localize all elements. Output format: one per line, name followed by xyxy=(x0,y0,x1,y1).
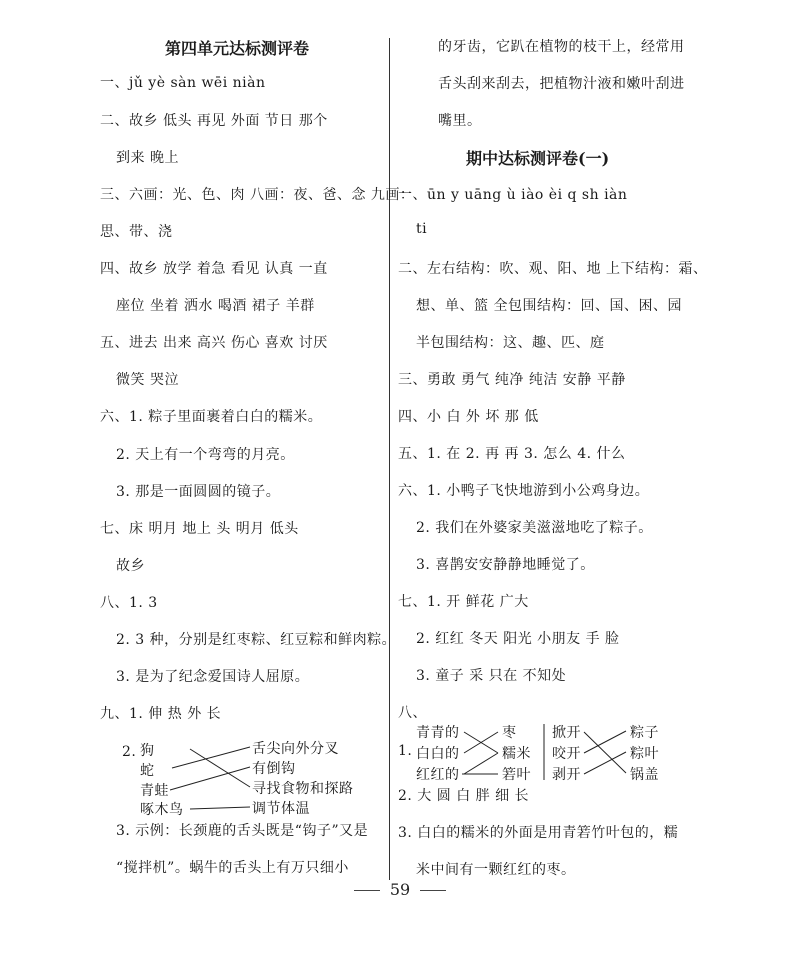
match-adjective: 红红的 xyxy=(416,767,460,783)
page-number-footer xyxy=(0,880,800,899)
left-section-title: 第四单元达标测评卷 xyxy=(165,39,310,58)
answer-line: 五、1. 在 2. 再 再 3. 怎么 4. 什么 xyxy=(398,446,626,462)
answer-line: 舌头刮来刮去，把植物汁液和嫩叶刮进 xyxy=(438,76,685,92)
match-number: 2. xyxy=(122,744,137,760)
answer-line: 一、ūn y uāng ù iào èi q sh iàn xyxy=(398,187,628,203)
match-number: 1. xyxy=(398,743,413,759)
answer-line: 七、床 明月 地上 头 明月 低头 xyxy=(100,521,299,537)
answer-line: 3. 那是一面圆圆的镜子。 xyxy=(116,484,281,500)
match-object: 粽叶 xyxy=(630,746,659,762)
answer-line: 五、进去 出来 高兴 伤心 喜欢 讨厌 xyxy=(100,335,328,351)
footer-dash-right xyxy=(420,890,446,891)
match-function: 寻找食物和探路 xyxy=(252,781,354,797)
answer-line: ti xyxy=(416,221,428,237)
answer-line: 2. 我们在外婆家美滋滋地吃了粽子。 xyxy=(416,520,653,536)
answer-line: 2. 3 种，分别是红枣粽、红豆粽和鲜肉粽。 xyxy=(116,632,397,648)
answer-line: 九、1. 伸 热 外 长 xyxy=(100,706,222,722)
answer-line: 故乡 xyxy=(116,558,145,574)
answer-line: 四、小 白 外 坏 那 低 xyxy=(398,409,539,425)
match-animal: 蛇 xyxy=(140,763,155,779)
footer-dash-left xyxy=(354,890,380,891)
answer-line: 想、单、篮 全包围结构：回、国、困、园 xyxy=(416,298,682,314)
match-function: 舌尖向外分叉 xyxy=(252,741,339,757)
match-function: 有倒钩 xyxy=(252,761,296,777)
answer-line: 三、勇敢 勇气 纯净 纯洁 安静 平静 xyxy=(398,372,626,388)
answer-line: 3. 童子 采 只在 不知处 xyxy=(416,668,567,684)
match-verb: 剥开 xyxy=(552,767,581,783)
column-divider xyxy=(389,38,390,880)
answer-line: 3. 喜鹊安安静静地睡觉了。 xyxy=(416,557,595,573)
answer-line: 2. 天上有一个弯弯的月亮。 xyxy=(116,447,295,463)
match-connector-lines xyxy=(398,0,698,900)
match-animal: 狗 xyxy=(140,743,155,759)
match-animal: 青蛙 xyxy=(140,783,169,799)
match-adjective: 白白的 xyxy=(416,746,460,762)
match-object: 粽子 xyxy=(630,725,659,741)
answer-line: 2. 红红 冬天 阳光 小朋友 手 脸 xyxy=(416,631,620,647)
answer-line: 2. 大 圆 白 胖 细 长 xyxy=(398,788,530,804)
answer-line: 二、故乡 低头 再见 外面 节日 那个 xyxy=(100,113,328,129)
answer-line: 3. 白白的糯米的外面是用青箬竹叶包的，糯 xyxy=(398,825,679,841)
answer-line: 微笑 哭泣 xyxy=(116,372,179,388)
match-function: 调节体温 xyxy=(252,801,310,817)
answer-line: 思、带、浇 xyxy=(100,224,173,240)
answer-line: 半包围结构：这、趣、匹、庭 xyxy=(416,335,605,351)
answer-line: 二、左右结构：吹、观、阳、地 上下结构：霜、 xyxy=(398,261,708,277)
match-noun: 枣 xyxy=(502,725,517,741)
match-adjective: 青青的 xyxy=(416,725,460,741)
page-number: 59 xyxy=(389,880,411,899)
answer-line: 3. 是为了纪念爱国诗人屈原。 xyxy=(116,669,310,685)
answer-line: 座位 坐着 洒水 喝酒 裙子 羊群 xyxy=(116,298,315,314)
answer-line: 3. 示例：长颈鹿的舌头既是“钩子”又是 xyxy=(116,823,369,839)
answer-line: “搅拌机”。蜗牛的舌头上有万只细小 xyxy=(116,860,349,876)
match-object: 锅盖 xyxy=(630,767,659,783)
answer-line: 八、1. 3 xyxy=(100,595,158,611)
answer-line: 六、1. 粽子里面裹着白白的糯米。 xyxy=(100,409,323,425)
answer-line: 一、jǔ yè sàn wēi niàn xyxy=(100,75,266,91)
answer-line: 米中间有一颗红红的枣。 xyxy=(416,862,576,878)
answer-line: 六、1. 小鸭子飞快地游到小公鸡身边。 xyxy=(398,483,650,499)
answer-line: 八、 xyxy=(398,705,427,721)
answer-line: 三、六画：光、色、肉 八画：夜、爸、念 九画： xyxy=(100,187,415,203)
match-noun: 糯米 xyxy=(502,746,531,762)
match-noun: 箬叶 xyxy=(502,767,531,783)
answer-line: 到来 晚上 xyxy=(116,150,179,166)
answer-line: 七、1. 开 鲜花 广大 xyxy=(398,594,529,610)
answer-line: 嘴里。 xyxy=(438,113,482,129)
match-verb: 掀开 xyxy=(552,725,581,741)
answer-line: 四、故乡 放学 着急 看见 认真 一直 xyxy=(100,261,328,277)
right-section-title: 期中达标测评卷(一) xyxy=(466,149,610,168)
match-animal: 啄木鸟 xyxy=(140,802,184,818)
match-verb: 咬开 xyxy=(552,746,581,762)
match-connector-lines xyxy=(100,0,380,900)
answer-line: 的牙齿，它趴在植物的枝干上，经常用 xyxy=(438,39,685,55)
